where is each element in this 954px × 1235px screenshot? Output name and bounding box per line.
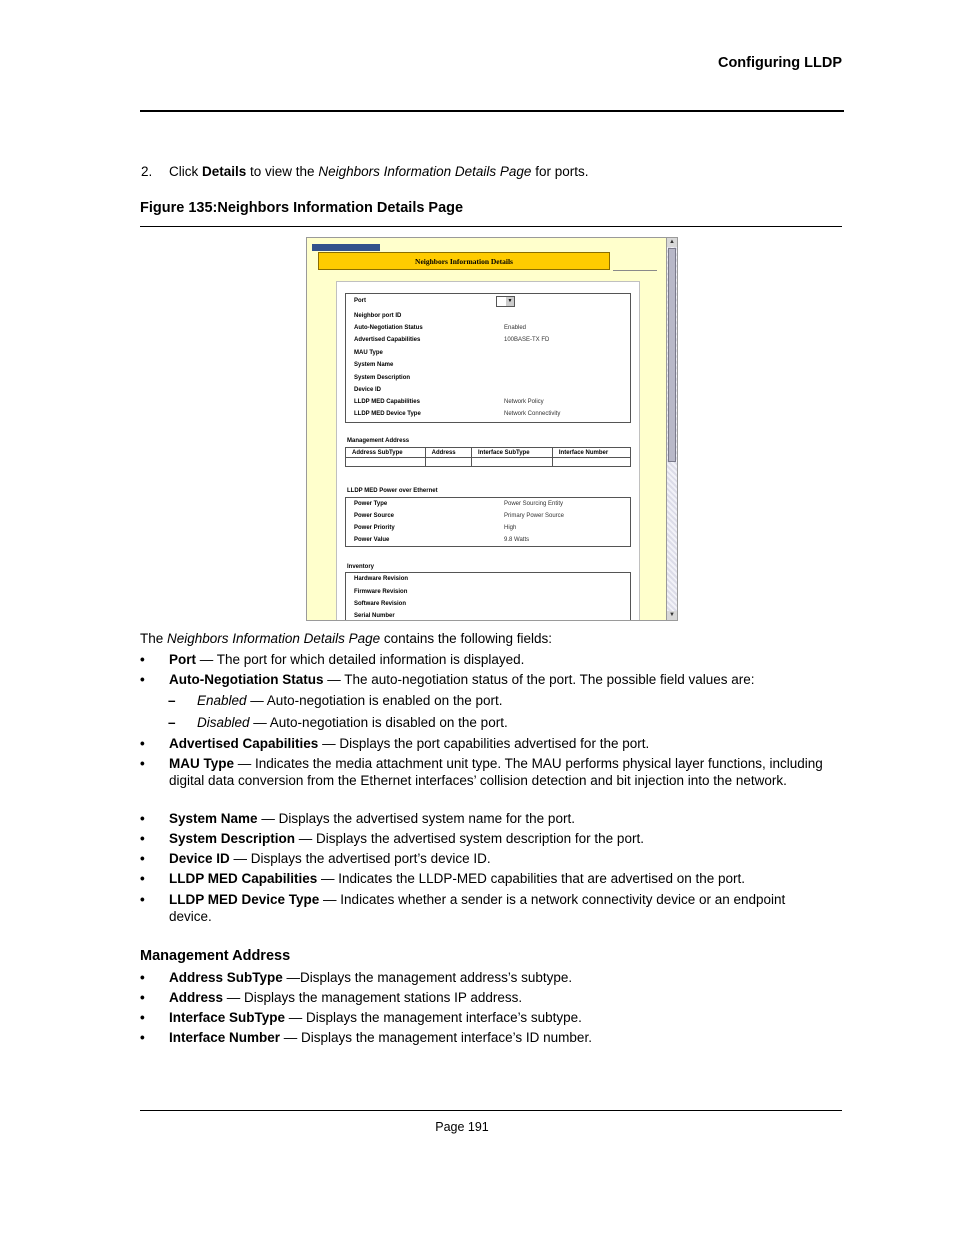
bullet-icon: • [140,736,145,751]
value-term: Disabled [197,715,250,730]
field-label: Firmware Revision [354,589,408,595]
fields-intro [140,630,552,647]
bullet-icon: • [140,970,145,985]
field-desc: — Displays the advertised system description for the port. [295,831,644,846]
bullet-icon: • [140,851,145,866]
bullet-icon: • [140,871,145,886]
field-value: Network Policy [504,399,544,405]
field-term: LLDP MED Device Type [169,892,320,907]
bullet-icon: • [140,1030,145,1045]
header-rule [140,110,844,112]
inventory-heading: Inventory [347,564,375,570]
field-desc: — Displays the management stations IP address. [223,990,523,1005]
intro-pre: The [140,631,168,646]
field-term: MAU Type [169,756,235,771]
field-desc: — Displays the management interface’s subtype. [285,1010,582,1025]
field-value: 100BASE-TX FD [504,337,550,343]
value-desc: — Auto-negotiation is disabled on the port. [249,715,508,730]
field-term: Device ID [169,851,230,866]
field-label: Auto-Negotiation Status [354,325,423,331]
list-item [140,850,830,867]
field-label: Software Revision [354,601,407,607]
list-item [140,989,830,1006]
main-fields-box [345,293,631,423]
table-header-row [346,448,631,458]
poe-box [345,497,631,547]
bullet-icon: • [140,652,145,667]
field-label: System Name [354,362,394,368]
bullet-icon: • [140,1010,145,1025]
field-label: Serial Number [354,613,395,619]
field-term: System Description [169,831,296,846]
field-label: System Description [354,375,411,381]
field-row [354,598,406,610]
field-term: Auto-Negotiation Status [169,672,324,687]
section-heading: Management Address [140,948,291,964]
scroll-down-icon[interactable]: ▼ [667,611,677,620]
dash-icon: – [168,693,176,708]
field-row [354,498,632,510]
field-row [354,573,408,585]
screenshot-figure [306,237,678,621]
field-value: 9.8 Watts [504,537,530,543]
field-row [354,334,632,346]
field-label: Advertised Capabilities [354,337,421,343]
value-desc: — Auto-negotiation is enabled on the port. [246,693,503,708]
field-value: Power Sourcing Entity [504,501,564,507]
field-label: Device ID [354,387,382,393]
bullet-icon: • [140,990,145,1005]
field-desc: — Displays the advertised system name for the port. [257,811,575,826]
field-row [354,408,632,420]
field-row [354,372,410,384]
column-header: Address [425,448,471,458]
step-text-pre: Click [169,164,202,179]
inventory-box [345,572,631,621]
field-row [354,310,401,322]
field-label: Power Priority [354,525,395,531]
column-header: Interface Number [552,448,630,458]
list-item [140,1009,830,1026]
list-item [140,810,830,827]
chevron-down-icon: ▼ [507,298,513,304]
intro-post: contains the following fields: [380,631,552,646]
list-item [140,830,830,847]
figure-rule [140,226,842,227]
table-row [346,458,631,467]
dash-icon: – [168,715,176,730]
step-instruction [141,164,588,179]
field-row [354,396,632,408]
running-header: Configuring LLDP [717,55,842,71]
list-item [140,671,830,688]
title-divider [613,270,657,271]
list-item [140,969,830,986]
field-term: Interface Number [169,1030,281,1045]
management-address-table [345,447,631,467]
panel-title: Neighbors Information Details [318,252,610,270]
field-row [354,610,395,621]
list-item [140,735,830,752]
field-term: Address [169,990,224,1005]
field-desc: — The port for which detailed information is displayed. [196,652,525,667]
column-header: Interface SubType [471,448,552,458]
bullet-icon: • [140,811,145,826]
list-item [140,870,830,887]
figure-caption: Figure 135:Neighbors Information Details Page [140,200,464,216]
value-term: Enabled [197,693,247,708]
intro-italic: Neighbors Information Details Page [167,631,381,646]
poe-heading: LLDP MED Power over Ethernet [347,488,438,494]
field-term: System Name [169,811,258,826]
field-label: MAU Type [354,350,383,356]
field-row [354,510,632,522]
bullet-icon: • [140,892,145,907]
field-desc: —Displays the management address’s subtype. [282,970,573,985]
step-text-post: for ports. [531,164,589,179]
list-item [140,651,830,668]
footer-rule [140,1110,842,1111]
bullet-icon: • [140,756,145,771]
field-row [354,522,632,534]
page-number: Page 191 [435,1120,489,1134]
field-row [354,534,632,546]
field-desc: — Displays the management interface’s ID number. [280,1030,592,1045]
field-label: Power Source [354,513,395,519]
field-desc: — Displays the advertised port’s device ID. [229,851,491,866]
field-term: Advertised Capabilities [169,736,319,751]
field-row [354,359,393,371]
field-label: Neighbor port ID [354,313,402,319]
field-label: Power Type [354,501,388,507]
field-row [354,586,407,598]
field-value: High [504,525,517,531]
step-italic: Neighbors Information Details Page [318,164,532,179]
field-row [354,295,366,307]
field-label: Power Value [354,537,390,543]
step-number: 2. [141,164,153,179]
field-term: Interface SubType [169,1010,286,1025]
field-desc: — Indicates the LLDP-MED capabilities that are advertised on the port. [317,871,746,886]
field-term: Port [169,652,196,667]
scroll-up-icon[interactable]: ▲ [667,238,677,247]
step-bold: Details [202,164,247,179]
field-desc: — Indicates whether a sender is a network connectivity device or an endpoint device. [169,892,786,924]
sub-list-item [168,714,508,731]
management-address-heading: Management Address [347,438,410,444]
scrollbar-thumb[interactable] [668,248,676,462]
list-item [140,1029,830,1046]
tab-stub [312,244,380,251]
bullet-icon: • [140,672,145,687]
field-desc: — Indicates the media attachment unit type. The MAU performs physical layer functions, including digital data conversion from the Ethernet interfaces’ collision detection and bit injection into the network. [169,756,823,788]
vertical-scrollbar[interactable] [666,238,677,620]
field-value: Primary Power Source [504,513,565,519]
field-value: Network Connectivity [504,411,561,417]
field-value: Enabled [504,325,527,331]
field-label: Port [354,298,366,304]
sub-list-item [168,692,502,709]
field-label: LLDP MED Device Type [354,411,421,417]
field-term: LLDP MED Capabilities [169,871,318,886]
field-label: LLDP MED Capabilities [354,399,420,405]
field-desc: — The auto-negotiation status of the port. The possible field values are: [323,672,755,687]
field-label: Hardware Revision [354,576,409,582]
step-text-mid: to view the [246,164,319,179]
list-item [140,891,830,925]
column-header: Address SubType [346,448,426,458]
details-panel [336,281,640,621]
port-select[interactable] [496,296,515,307]
field-term: Address SubType [169,970,283,985]
bullet-icon: • [140,831,145,846]
list-item [140,755,830,789]
field-row [354,347,383,359]
field-desc: — Displays the port capabilities advertised for the port. [318,736,650,751]
field-row [354,322,632,334]
field-row [354,384,381,396]
